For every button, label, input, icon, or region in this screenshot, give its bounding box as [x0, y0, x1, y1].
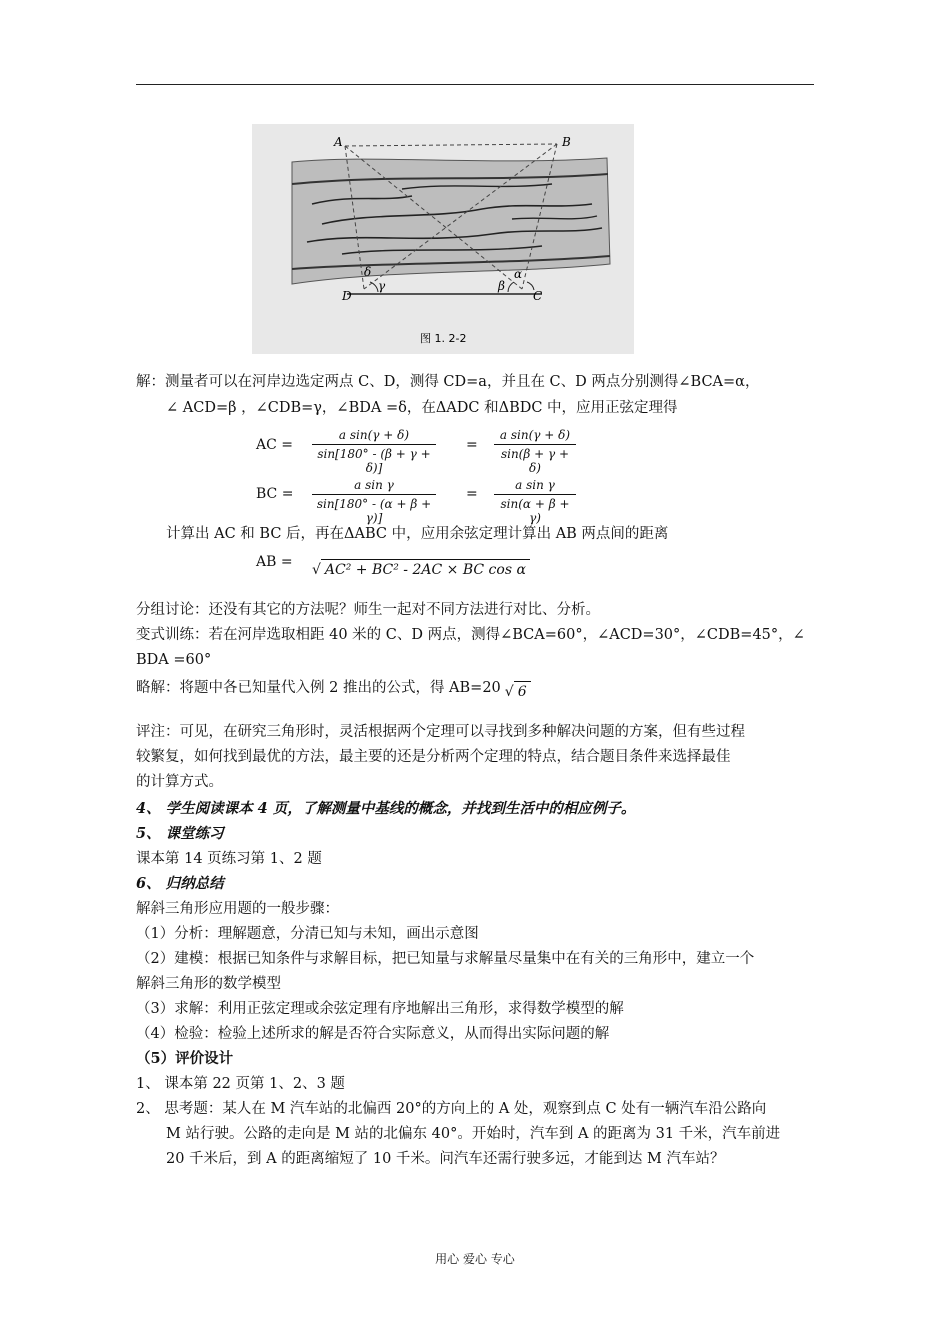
ac-numerator-1: a sin(γ + δ) — [312, 428, 436, 445]
label-delta: δ — [364, 265, 372, 279]
label-d: D — [342, 289, 352, 303]
brief-radicand: 6 — [514, 681, 531, 700]
ab-radicand: AC² + BC² - 2AC × BC cos α — [321, 559, 530, 578]
variant-line-1: 变式训练：若在河岸选取相距 40 米的 C、D 两点，测得∠BCA=60°，∠ACD=30°，∠CDB=45°，∠ — [136, 627, 805, 643]
ac-numerator-2: a sin(γ + δ) — [494, 428, 576, 445]
heading-4: 4、 学生阅读课本 4 页，了解测量中基线的概念，并找到生活中的相应例子。 — [136, 800, 636, 817]
heading-5: 5、 课堂练习 — [136, 825, 224, 842]
step-2a: （2）建模：根据已知条件与求解目标，把已知量与求解量尽量集中在有关的三角形中，建立一个 — [136, 951, 755, 967]
exercise-text: 课本第 14 页练习第 1、2 题 — [136, 851, 322, 867]
eval-item-1: 1、 课本第 22 页第 1、2、3 题 — [136, 1076, 345, 1092]
comment-line-1: 评注：可见，在研究三角形时，灵活根据两个定理可以寻找到多种解决问题的方案，但有些过程 — [136, 724, 745, 740]
compute-text: 计算出 AC 和 BC 后，再在ΔABC 中，应用余弦定理计算出 AB 两点间的距离 — [166, 526, 669, 542]
sqrt-sign: √ — [504, 684, 514, 700]
bc-denominator-1: sin[180° - (α + β + γ)] — [316, 497, 432, 525]
eval-item-2a: 2、 思考题：某人在 M 汽车站的北偏西 20°的方向上的 A 处，观察到点 C 处有一辆汽车沿公路向 — [136, 1101, 767, 1117]
step-1: （1）分析：理解题意，分清已知与未知，画出示意图 — [136, 926, 479, 942]
solution-line-1: 解：测量者可以在河岸边选定两点 C、D，测得 CD=a，并且在 C、D 两点分别测得∠BCA=α， — [136, 374, 760, 390]
eval-heading: （5）评价设计 — [136, 1050, 234, 1067]
label-beta: β — [498, 279, 505, 293]
river-diagram — [252, 124, 634, 354]
ac-denominator-1: sin[180° - (β + γ + δ)] — [317, 447, 431, 475]
step-3: （3）求解：利用正弦定理或余弦定理有序地解出三角形，求得数学模型的解 — [136, 1001, 624, 1017]
step-4: （4）检验：检验上述所求的解是否符合实际意义，从而得出实际问题的解 — [136, 1026, 610, 1042]
comment-line-3: 的计算方式。 — [136, 774, 223, 790]
ab-lhs: AB = — [256, 554, 293, 570]
bc-denominator-2: sin(α + β + γ) — [500, 497, 570, 525]
label-c: C — [533, 289, 543, 303]
sqrt-sign: √ — [312, 562, 321, 578]
variant-line-2: BDA =60° — [136, 652, 212, 668]
eval-item-2c: 20 千米后，到 A 的距离缩短了 10 千米。问汽车还需行驶多远，才能到达 M 汽车站？ — [166, 1151, 725, 1167]
bc-fraction-2 — [494, 478, 576, 525]
bc-numerator-2: a sin γ — [494, 478, 576, 495]
label-b: B — [562, 135, 571, 149]
summary-intro: 解斜三角形应用题的一般步骤： — [136, 901, 339, 917]
ab-sqrt — [312, 562, 530, 578]
step-2b: 解斜三角形的数学模型 — [136, 976, 281, 992]
bc-equals: = — [466, 486, 478, 502]
ac-equals: = — [466, 437, 478, 453]
header-rule — [136, 84, 814, 85]
label-alpha: α — [514, 267, 523, 281]
river-figure — [252, 124, 634, 354]
bc-lhs: BC = — [256, 486, 294, 502]
ac-fraction-2 — [494, 428, 576, 475]
comment-line-2: 较繁复，如何找到最优的方法，最主要的还是分析两个定理的特点，结合题目条件来选择最佳 — [136, 749, 731, 765]
brief-sqrt — [505, 684, 531, 700]
heading-6: 6、 归纳总结 — [136, 875, 224, 892]
brief-label: 略解：将题中各已知量代入例 2 推出的公式，得 AB=20 — [136, 680, 501, 696]
bc-numerator-1: a sin γ — [312, 478, 436, 495]
ac-fraction-1 — [312, 428, 436, 475]
discuss-text: 分组讨论：还没有其它的方法呢？师生一起对不同方法进行对比、分析。 — [136, 602, 600, 618]
figure-caption: 图 1. 2-2 — [420, 332, 467, 345]
ac-lhs: AC = — [256, 437, 294, 453]
label-a: A — [334, 135, 343, 149]
eval-item-2b: M 站行驶。公路的走向是 M 站的北偏东 40°。开始时，汽车到 A 的距离为 31 千米，汽车前进 — [166, 1126, 781, 1142]
page-footer: 用心 爱心 专心 — [435, 1252, 515, 1266]
bc-fraction-1 — [312, 478, 436, 525]
brief-text — [136, 678, 527, 698]
ac-denominator-2: sin(β + γ + δ) — [500, 447, 570, 475]
label-gamma: γ — [378, 279, 386, 293]
solution-line-2: ∠ ACD=β ，∠CDB=γ，∠BDA =δ，在ΔADC 和ΔBDC 中，应用正弦定理得 — [166, 400, 678, 416]
